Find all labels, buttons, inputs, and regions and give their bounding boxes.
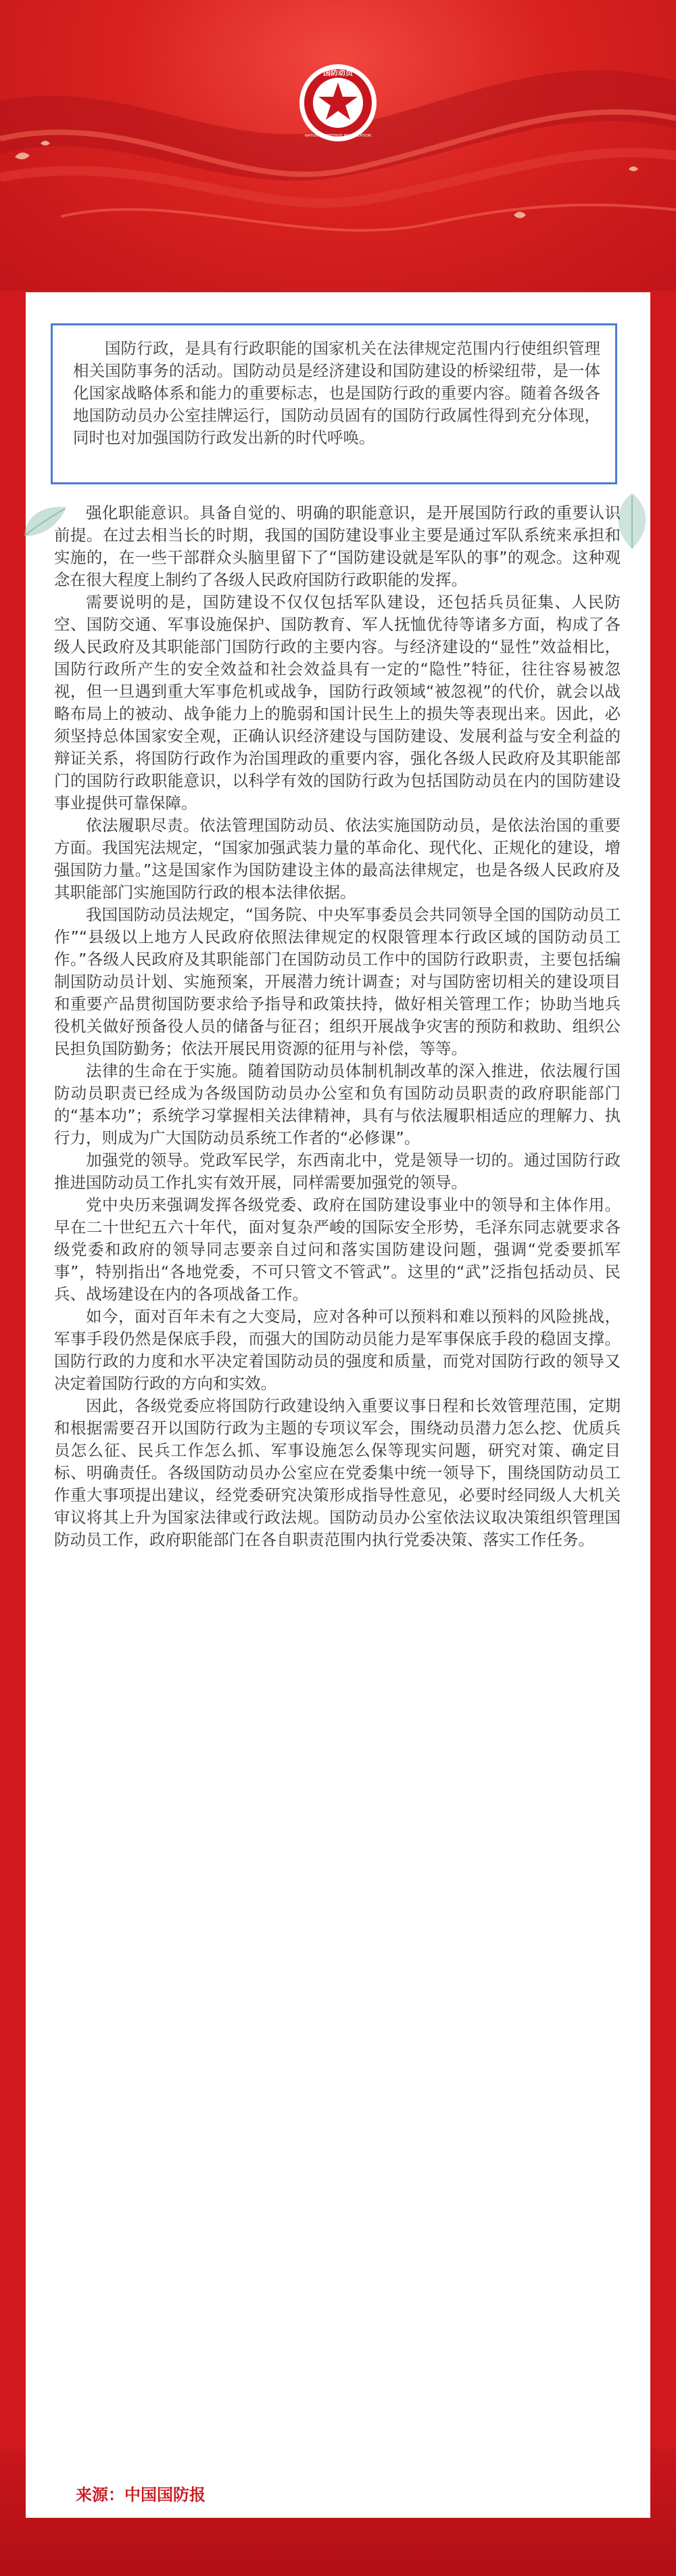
paragraph: 我国国防动员法规定，“国务院、中央军事委员会共同领导全国的国防动员工作”“县级以上地方人民政府依照法律规定的权限管理本行政区域的国防动员工作。”各级人民政府及其职能部门在国防动员工作中的国防行政职责，主要包括编制国防动员计划、实施预案，开展潜力统计调查；对与国防密切相关的建设项目和重要产品贯彻国防要求给予指导和政策扶持，做好相关管理工作；协助当地兵役机关做好预备役人员的储备与征召；组织开展战争灾害的预防和救助、组织公民担负国防勤务；依法开展民用资源的征用与补偿，等等。 <box>54 905 621 1058</box>
header-banner <box>0 0 676 291</box>
paragraph: 加强党的领导。党政军民学，东西南北中，党是领导一切的。通过国防行政推进国防动员工作扎实有效开展，同样需要加强党的领导。 <box>54 1151 621 1192</box>
paragraph: 如今，面对百年未有之大变局，应对各种可以预料和难以预料的风险挑战，军事手段仍然是保底手段，而强大的国防动员能力是军事保底手段的稳固支撑。国防行政的力度和水平决定着国防动员的强度和质量，而党对国防行政的领导又决定着国防行政的方向和实效。 <box>54 1307 621 1393</box>
emblem-subtitle: NATIONAL DEFENSE MOBILIZATION <box>305 134 371 138</box>
ribbon-decoration <box>0 0 676 291</box>
emblem-icon <box>297 62 379 143</box>
source-label: 来源：中国国防报 <box>76 2485 206 2504</box>
intro-box <box>51 323 617 484</box>
intro-text: 国防行政，是具有行政职能的国家机关在法律规定范围内行使组织管理相关国防事务的活动。国防动员是经济建设和国防建设的桥梁纽带，是一体化国家战略体系和能力的重要标志，也是国防行政的重要内容。随着各级各地国防动员办公室挂牌运行，国防动员固有的国防行政属性得到充分体现，同时也对加强国防行政发出新的时代呼唤。 <box>73 339 600 447</box>
emblem-label: 国防动员 <box>323 68 353 77</box>
paragraph: 法律的生命在于实施。随着国防动员体制机制改革的深入推进，依法履行国防动员职责已经成为各级国防动员办公室和负有国防动员职责的政府职能部门的“基本功”；系统学习掌握相关法律精神，具有与依法履职相适应的理解力、执行力，则成为广大国防动员系统工作者的“必修课”。 <box>54 1061 621 1147</box>
paragraph: 党中央历来强调发挥各级党委、政府在国防建设事业中的领导和主体作用。早在二十世纪五六十年代，面对复杂严峻的国际安全形势，毛泽东同志就要求各级党委和政府的领导同志要亲自过问和落实国防建设问题，强调“党委要抓军事”，特别指出“各地党委，不可只管文不管武”。这里的“武”泛指包括动员、民兵、战场建设在内的各项战备工作。 <box>54 1195 621 1304</box>
paragraph: 需要说明的是，国防建设不仅仅包括军队建设，还包括兵员征集、人民防空、国防交通、军事设施保护、国防教育、军人抚恤优待等诸多方面，构成了各级人民政府及其职能部门国防行政的主要内容。与经济建设的“显性”效益相比，国防行政所产生的安全效益和社会效益具有一定的“隐性”特征，往往容易被忽视，但一旦遇到重大军事危机或战争，国防行政领域“被忽视”的代价，就会以战略布局上的被动、战争能力上的脆弱和国计民生上的损失等表现出来。因此，必须坚持总体国家安全观，正确认识经济建设与国防建设、发展利益与安全利益的辩证关系，将国防行政作为治国理政的重要内容，强化各级人民政府及其职能部门的国防行政职能意识，以科学有效的国防行政为包括国防动员在内的国防建设事业提供可靠保障。 <box>54 593 621 812</box>
article-body <box>54 502 621 1551</box>
paragraph: 依法履职尽责。依法管理国防动员、依法实施国防动员，是依法治国的重要方面。我国宪法规定，“国家加强武装力量的革命化、现代化、正规化的建设，增强国防力量。”这是国家作为国防建设主体的最高法律规定，也是各级人民政府及其职能部门实施国防行政的根本法律依据。 <box>54 816 621 902</box>
paragraph: 因此，各级党委应将国防行政建设纳入重要议事日程和长效管理范围，定期和根据需要召开以国防行政为主题的专项议军会，围绕动员潜力怎么挖、优质兵员怎么征、民兵工作怎么抓、军事设施怎么保等现实问题，研究对策、确定目标、明确责任。各级国防动员办公室应在党委集中统一领导下，围绕国防动员工作重大事项提出建议，经党委研究决策形成指导性意见，必要时经同级人大机关审议将其上升为国家法律或行政法规。国防动员办公室依法议取决策组织管理国防动员工作，政府职能部门在各自职责范围内执行党委决策、落实工作任务。 <box>54 1396 621 1549</box>
paragraph: 强化职能意识。具备自觉的、明确的职能意识，是开展国防行政的重要认识前提。在过去相当长的时期，我国的国防建设事业主要是通过军队系统来承担和实施的，在一些干部群众头脑里留下了“国防建设就是军队的事”的观念。这种观念在很大程度上制约了各级人民政府国防行政职能的发挥。 <box>54 503 621 589</box>
